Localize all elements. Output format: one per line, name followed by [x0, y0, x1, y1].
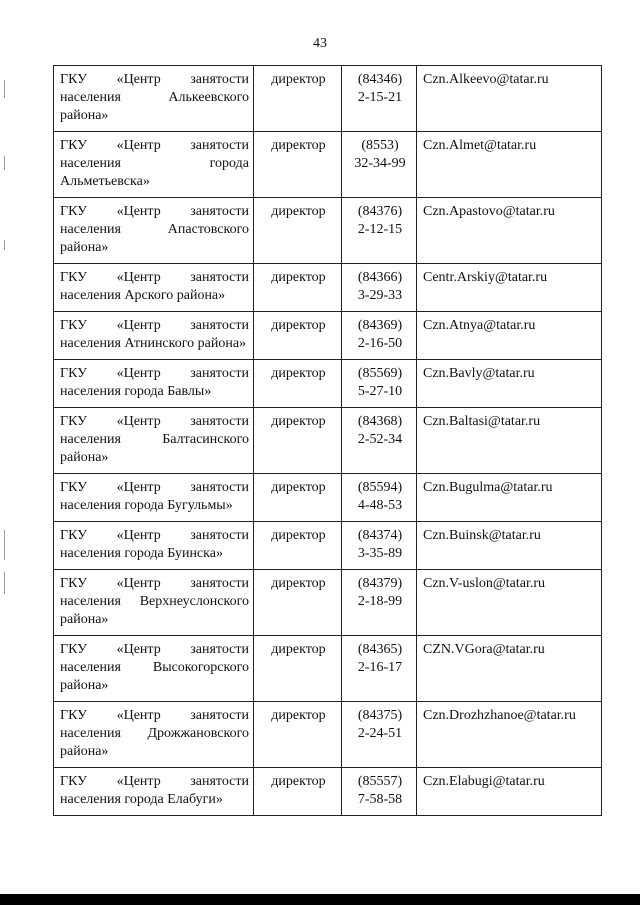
organization-cell: ГКУ «Центр занятости населения Алькеевского района» — [54, 66, 254, 132]
phone-number: 3-35-89 — [357, 546, 403, 561]
organization-cell: ГКУ «Центр занятости населения города Альметьевска» — [54, 132, 254, 198]
organization-cell: ГКУ «Центр занятости населения Атнинского района» — [54, 312, 254, 360]
phone-cell — [342, 474, 417, 522]
phone-number: 2-16-50 — [357, 336, 403, 351]
phone-number: 32-34-99 — [354, 156, 406, 171]
email-cell[interactable]: CZN.VGora@tatar.ru — [417, 636, 602, 702]
position-cell: директор — [254, 768, 342, 816]
position-cell: директор — [254, 132, 342, 198]
table-row — [54, 768, 602, 816]
table-row — [54, 66, 602, 132]
email-cell[interactable]: Czn.Elabugi@tatar.ru — [417, 768, 602, 816]
phone-number: 2-18-99 — [357, 594, 403, 609]
organization-cell: ГКУ «Центр занятости населения города Бавлы» — [54, 360, 254, 408]
contacts-table — [53, 65, 602, 816]
email-cell[interactable]: Czn.Baltasi@tatar.ru — [417, 408, 602, 474]
email-cell[interactable]: Czn.Drozhzhanoe@tatar.ru — [417, 702, 602, 768]
email-cell[interactable]: Czn.Bugulma@tatar.ru — [417, 474, 602, 522]
position-cell: директор — [254, 522, 342, 570]
phone-cell — [342, 360, 417, 408]
position-cell: директор — [254, 66, 342, 132]
organization-cell: ГКУ «Центр занятости населения Апастовского района» — [54, 198, 254, 264]
position-cell: директор — [254, 198, 342, 264]
position-cell: директор — [254, 264, 342, 312]
scan-bottom-edge — [0, 894, 640, 905]
position-cell: директор — [254, 702, 342, 768]
phone-number: 2-12-15 — [357, 222, 403, 237]
phone-cell — [342, 636, 417, 702]
organization-cell: ГКУ «Центр занятости населения Арского района» — [54, 264, 254, 312]
phone-cell — [342, 66, 417, 132]
position-cell: директор — [254, 408, 342, 474]
organization-cell: ГКУ «Центр занятости населения города Бугульмы» — [54, 474, 254, 522]
phone-code: (84365) — [357, 642, 403, 657]
phone-number: 7-58-58 — [357, 792, 403, 807]
phone-number: 2-15-21 — [357, 90, 403, 105]
email-cell[interactable]: Czn.Buinsk@tatar.ru — [417, 522, 602, 570]
organization-cell: ГКУ «Центр занятости населения Балтасинского района» — [54, 408, 254, 474]
phone-code: (85569) — [357, 366, 403, 381]
email-cell[interactable]: Czn.Alkeevo@tatar.ru — [417, 66, 602, 132]
email-cell[interactable]: Czn.Bavly@tatar.ru — [417, 360, 602, 408]
email-cell[interactable]: Czn.V-uslon@tatar.ru — [417, 570, 602, 636]
phone-cell — [342, 132, 417, 198]
phone-code: (85594) — [357, 480, 403, 495]
email-cell[interactable]: Centr.Arskiy@tatar.ru — [417, 264, 602, 312]
phone-number: 2-24-51 — [357, 726, 403, 741]
table-row — [54, 360, 602, 408]
phone-cell — [342, 768, 417, 816]
phone-code: (84379) — [357, 576, 403, 591]
table-row — [54, 522, 602, 570]
phone-number: 2-16-17 — [357, 660, 403, 675]
organization-cell: ГКУ «Центр занятости населения Верхнеуслонского района» — [54, 570, 254, 636]
phone-number: 4-48-53 — [357, 498, 403, 513]
phone-cell — [342, 522, 417, 570]
scan-margin-marks — [0, 60, 12, 600]
phone-code: (84366) — [357, 270, 403, 285]
phone-code: (85557) — [357, 774, 403, 789]
position-cell: директор — [254, 312, 342, 360]
phone-cell — [342, 408, 417, 474]
table-row — [54, 702, 602, 768]
position-cell: директор — [254, 636, 342, 702]
page-number: 43 — [313, 36, 327, 51]
table-row — [54, 474, 602, 522]
table-row — [54, 132, 602, 198]
email-cell[interactable]: Czn.Almet@tatar.ru — [417, 132, 602, 198]
email-cell[interactable]: Czn.Atnya@tatar.ru — [417, 312, 602, 360]
table-row — [54, 408, 602, 474]
phone-number: 2-52-34 — [357, 432, 403, 447]
email-cell[interactable]: Czn.Apastovo@tatar.ru — [417, 198, 602, 264]
organization-cell: ГКУ «Центр занятости населения города Елабуги» — [54, 768, 254, 816]
position-cell: директор — [254, 360, 342, 408]
phone-code: (84346) — [357, 72, 403, 87]
phone-code: (8553) — [361, 138, 399, 153]
phone-cell — [342, 312, 417, 360]
table-row — [54, 312, 602, 360]
organization-cell: ГКУ «Центр занятости населения Высокогорского района» — [54, 636, 254, 702]
phone-code: (84369) — [357, 318, 403, 333]
phone-number: 5-27-10 — [357, 384, 403, 399]
phone-code: (84376) — [357, 204, 403, 219]
phone-number: 3-29-33 — [357, 288, 403, 303]
table-row — [54, 198, 602, 264]
phone-cell — [342, 264, 417, 312]
contacts-table-body — [54, 66, 602, 816]
table-row — [54, 636, 602, 702]
organization-cell: ГКУ «Центр занятости населения города Буинска» — [54, 522, 254, 570]
phone-code: (84368) — [357, 414, 403, 429]
phone-code: (84375) — [357, 708, 403, 723]
position-cell: директор — [254, 474, 342, 522]
table-row — [54, 570, 602, 636]
table-row — [54, 264, 602, 312]
position-cell: директор — [254, 570, 342, 636]
phone-code: (84374) — [357, 528, 403, 543]
phone-cell — [342, 570, 417, 636]
phone-cell — [342, 702, 417, 768]
organization-cell: ГКУ «Центр занятости населения Дрожжановского района» — [54, 702, 254, 768]
phone-cell — [342, 198, 417, 264]
